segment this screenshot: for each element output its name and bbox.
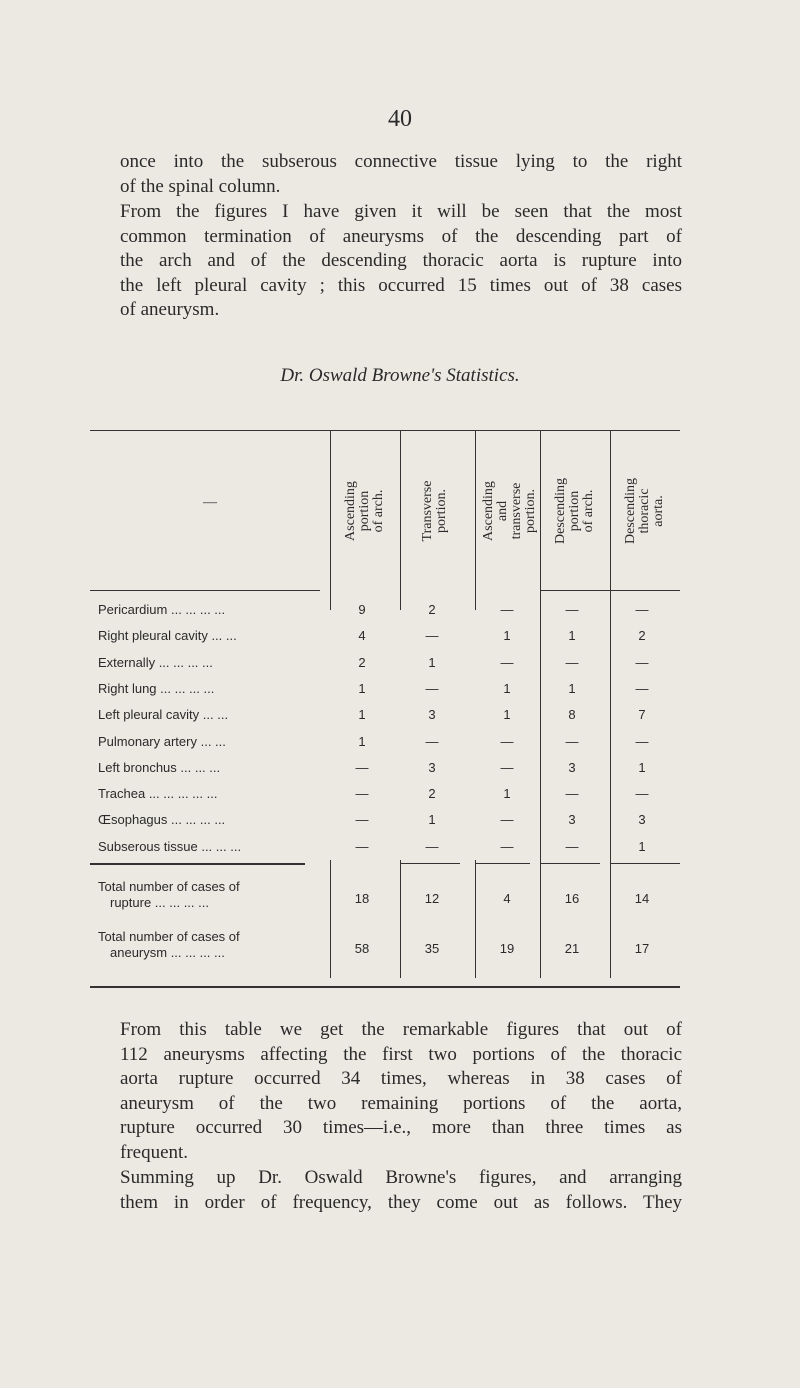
table-cell: 1 xyxy=(428,812,436,828)
text-line: frequent. xyxy=(120,1141,189,1163)
table-cell: — xyxy=(355,786,369,802)
table-cell: — xyxy=(565,786,579,802)
row-label: Externally ... ... ... ... xyxy=(98,654,213,670)
text-line: aneurysm of the two remaining portions of the aorta, xyxy=(120,1092,682,1114)
table-cell: 1 xyxy=(503,628,511,644)
table-cell: 4 xyxy=(358,628,366,644)
table-cell: 1 xyxy=(638,838,646,854)
header-rule xyxy=(90,590,320,591)
table-cell: 1 xyxy=(503,707,511,723)
table-cell: 1 xyxy=(503,786,511,802)
text-line: Summing up Dr. Oswald Browne's figures, and arranging xyxy=(120,1167,682,1188)
table-cell: — xyxy=(635,602,649,617)
table-cell: — xyxy=(635,680,649,696)
totals-rule xyxy=(475,863,530,864)
statistics-table xyxy=(90,430,680,990)
text-line: of the spinal column. xyxy=(120,175,281,197)
totals-cell: 12 xyxy=(424,891,440,906)
row-label: Œsophagus ... ... ... ... xyxy=(98,812,226,828)
column-header-text: Ascending and transverse portion. xyxy=(481,481,538,541)
text-line: them in order of frequency, they come out as follows. They xyxy=(120,1191,682,1213)
table-cell: 3 xyxy=(638,812,646,828)
totals-cell: 18 xyxy=(354,891,370,906)
table-cell: — xyxy=(425,733,439,749)
totals-cell: 58 xyxy=(354,941,370,956)
page-number: 40 xyxy=(388,106,412,132)
totals-rule xyxy=(400,863,460,864)
table-cell: — xyxy=(425,628,439,644)
totals-cell: 35 xyxy=(424,941,440,956)
column-header xyxy=(615,436,675,586)
column-header xyxy=(545,436,605,586)
totals-cell: 4 xyxy=(503,891,511,906)
totals-label-line: aneurysm ... ... ... ... xyxy=(110,945,225,960)
column-header xyxy=(405,436,465,586)
table-cell: 3 xyxy=(568,812,576,828)
table-cell: 8 xyxy=(568,707,576,723)
table-cell: — xyxy=(425,680,439,696)
text-line: common termination of aneurysms of the descending part of xyxy=(120,225,682,247)
table-cell: 2 xyxy=(428,602,436,617)
totals-rule xyxy=(90,863,305,865)
totals-cell: 16 xyxy=(564,891,580,906)
totals-cell: 21 xyxy=(564,941,580,956)
table-cell: 1 xyxy=(568,628,576,644)
totals-cell: 14 xyxy=(634,891,650,906)
totals-rule xyxy=(540,863,600,864)
table-cell: — xyxy=(500,602,514,617)
table-cell: — xyxy=(565,733,579,749)
text-line: aorta rupture occurred 34 times, whereas in 38 cases of xyxy=(120,1068,682,1090)
text-line: From the figures I have given it will be seen that the most xyxy=(120,201,682,222)
column-header-text: Ascending portion of arch. xyxy=(343,481,386,541)
column-rule xyxy=(330,430,331,610)
column-rule xyxy=(400,860,401,978)
column-header xyxy=(335,436,395,586)
table-cell: — xyxy=(635,786,649,802)
row-label: Pericardium ... ... ... ... xyxy=(98,602,226,617)
table-cell: 2 xyxy=(638,628,646,644)
table-cell: — xyxy=(635,654,649,670)
text-line: once into the subserous connective tissue lying to the right xyxy=(120,151,682,172)
table-cell: — xyxy=(635,733,649,749)
table-cell: — xyxy=(565,654,579,670)
table-cell: — xyxy=(565,602,579,617)
totals-rule xyxy=(610,863,680,864)
totals-label-line: Total number of cases of xyxy=(98,879,240,894)
row-label: Subserous tissue ... ... ... xyxy=(98,838,242,854)
row-label: Trachea ... ... ... ... ... xyxy=(98,786,218,802)
column-header-text: Descending portion of arch. xyxy=(553,477,596,545)
text-line: the arch and of the descending thoracic aorta is rupture into xyxy=(120,250,682,272)
table-cell: — xyxy=(355,759,369,775)
text-line: of aneurysm. xyxy=(120,299,220,321)
table-cell: — xyxy=(500,759,514,775)
row-label: Pulmonary artery ... ... xyxy=(98,733,226,749)
table-cell: — xyxy=(565,838,579,854)
column-rule xyxy=(400,430,401,610)
table-cell: 1 xyxy=(568,680,576,696)
column-header xyxy=(480,436,540,586)
table-cell: 7 xyxy=(638,707,646,723)
table-corner: — xyxy=(203,495,217,510)
table-top-rule xyxy=(90,430,680,431)
table-cell: 1 xyxy=(358,680,366,696)
text-line: the left pleural cavity ; this occurred 15 times out of 38 cases xyxy=(120,274,682,296)
row-label: Right lung ... ... ... ... xyxy=(98,680,215,696)
table-title: Dr. Oswald Browne's Statistics. xyxy=(280,365,520,386)
table-cell: 1 xyxy=(358,733,366,749)
table-cell: 3 xyxy=(428,759,436,775)
table-cell: 1 xyxy=(428,654,436,670)
table-cell: 3 xyxy=(568,759,576,775)
table-cell: — xyxy=(500,812,514,828)
table-cell: 1 xyxy=(358,707,366,723)
table-cell: 1 xyxy=(638,759,646,775)
table-cell: — xyxy=(355,812,369,828)
table-cell: — xyxy=(425,838,439,854)
column-rule xyxy=(330,860,331,978)
table-cell: — xyxy=(355,838,369,854)
text-line: rupture occurred 30 times—i.e., more than three times as xyxy=(120,1117,682,1139)
table-cell: 9 xyxy=(358,602,366,617)
column-rule-lower xyxy=(610,610,611,978)
row-label: Left pleural cavity ... ... xyxy=(98,707,229,723)
totals-label-line: rupture ... ... ... ... xyxy=(110,895,209,910)
table-cell: 2 xyxy=(358,654,366,670)
text-line: From this table we get the remarkable figures that out of xyxy=(120,1019,682,1040)
paragraph-figures xyxy=(120,200,682,323)
table-cell: — xyxy=(500,654,514,670)
table-cell: — xyxy=(500,838,514,854)
column-rule xyxy=(475,860,476,978)
paragraph-summing-up xyxy=(120,1166,682,1215)
table-cell: 3 xyxy=(428,707,436,723)
text-line: 112 aneurysms affecting the first two portions of the thoracic xyxy=(120,1043,682,1065)
table-bottom-rule xyxy=(90,986,680,988)
column-header-text: Descending thoracic aorta. xyxy=(623,477,666,545)
paragraph-remarkable-figures xyxy=(120,1018,682,1166)
totals-cell: 19 xyxy=(499,941,515,956)
column-rule-lower xyxy=(540,610,541,978)
totals-label-line: Total number of cases of xyxy=(98,929,240,944)
paragraph-continuation xyxy=(120,150,682,199)
column-rule xyxy=(475,430,476,610)
table-cell: 2 xyxy=(428,786,436,802)
row-label: Left bronchus ... ... ... xyxy=(98,759,221,775)
table-cell: — xyxy=(500,733,514,749)
column-header-text: Transverse portion. xyxy=(420,480,449,542)
row-label: Right pleural cavity ... ... xyxy=(98,628,237,644)
totals-cell: 17 xyxy=(634,941,650,956)
table-cell: 1 xyxy=(503,680,511,696)
